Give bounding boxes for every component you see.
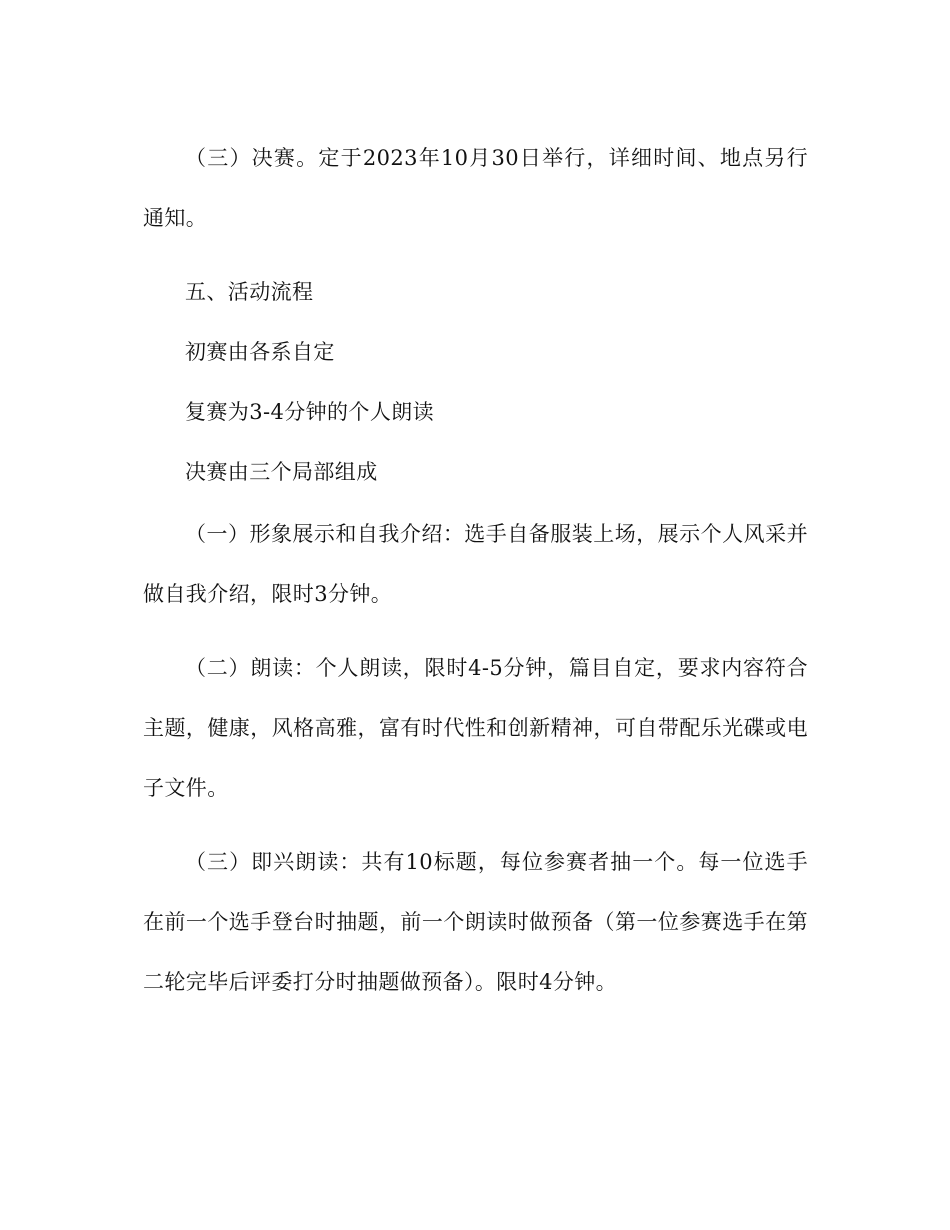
paragraph-impromptu-reading: （三）即兴朗读：共有10标题，每位参赛者抽一个。每一位选手在前一个选手登台时抽题，前一个朗读时做预备（第一位参赛选手在第二轮完毕后评委打分时抽题做预备）。限时4分钟。 <box>143 850 808 994</box>
paragraph-final-round: （三）决赛。定于2023年10月30日举行，详细时间、地点另行通知。 <box>143 146 808 230</box>
paragraph-preliminary-round: 初赛由各系自定 <box>185 340 335 364</box>
paragraph-semifinal-round: 复赛为3-4分钟的个人朗读 <box>185 400 435 424</box>
paragraph-final-composition: 决赛由三个局部组成 <box>185 460 378 484</box>
paragraph-reading: （二）朗读：个人朗读，限时4-5分钟，篇目自定，要求内容符合主题，健康，风格高雅，富有时代性和创新精神，可自带配乐光碟或电子文件。 <box>143 656 808 800</box>
paragraph-self-introduction: （一）形象展示和自我介绍：选手自备服装上场，展示个人风采并做自我介绍，限时3分钟。 <box>143 522 808 606</box>
section-heading-activity-process: 五、活动流程 <box>185 280 314 304</box>
